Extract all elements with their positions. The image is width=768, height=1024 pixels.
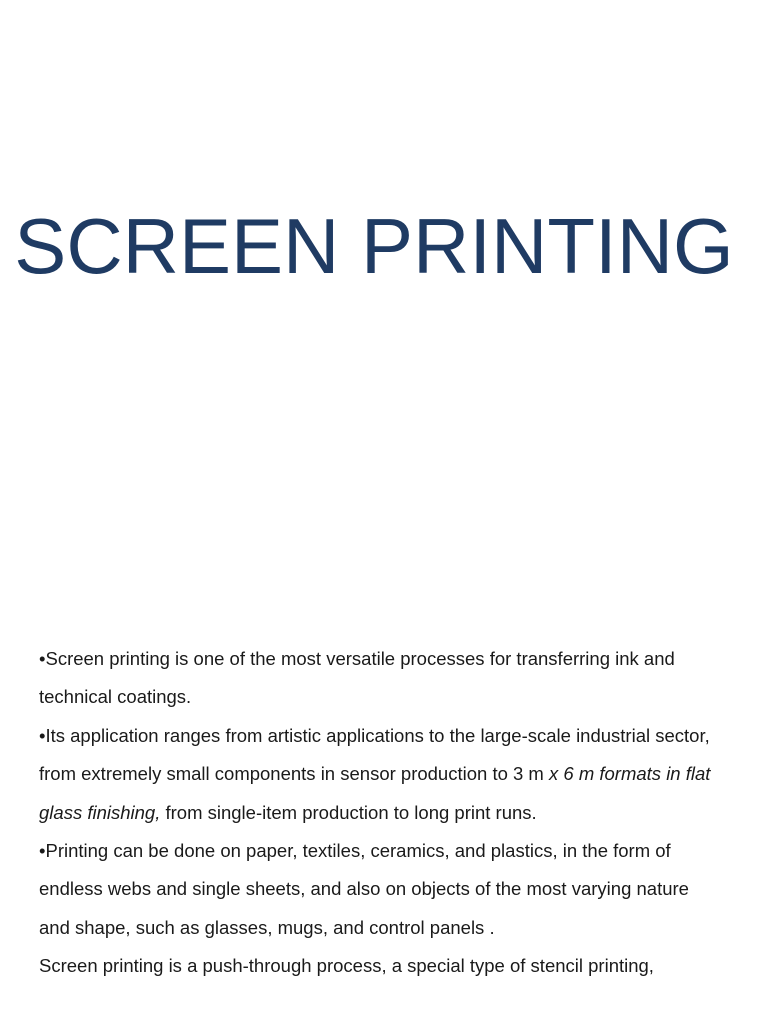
- paragraph-2-text-a: •Its application ranges from artistic applications to the large-scale industrial sector, from extremely small components in sensor production to 3 m: [39, 724, 710, 785]
- paragraph-4-text: Screen printing is a push-through process, a special type of stencil printing,: [39, 955, 654, 977]
- paragraph-2-italic-text: x 6 m formats in flat glass finishing,: [39, 763, 711, 823]
- paragraph-1-text: •Screen printing is one of the most versatile processes for transferring ink and technical coatings.: [39, 648, 675, 708]
- slide-title: SCREEN PRINTING: [14, 202, 734, 290]
- paragraph-3: [39, 832, 719, 947]
- paragraph-2-text-b: from single-item production to long print runs.: [160, 801, 537, 823]
- paragraph-4: [39, 947, 719, 985]
- slide-body: [39, 640, 719, 986]
- paragraph-1: [39, 640, 719, 717]
- paragraph-2: [39, 717, 719, 832]
- paragraph-3-text: •Printing can be done on paper, textiles, ceramics, and plastics, in the form of endless webs and single sheets, and also on objects of the most varying nature and shape, such as glasses, mugs, and control panels .: [39, 840, 689, 938]
